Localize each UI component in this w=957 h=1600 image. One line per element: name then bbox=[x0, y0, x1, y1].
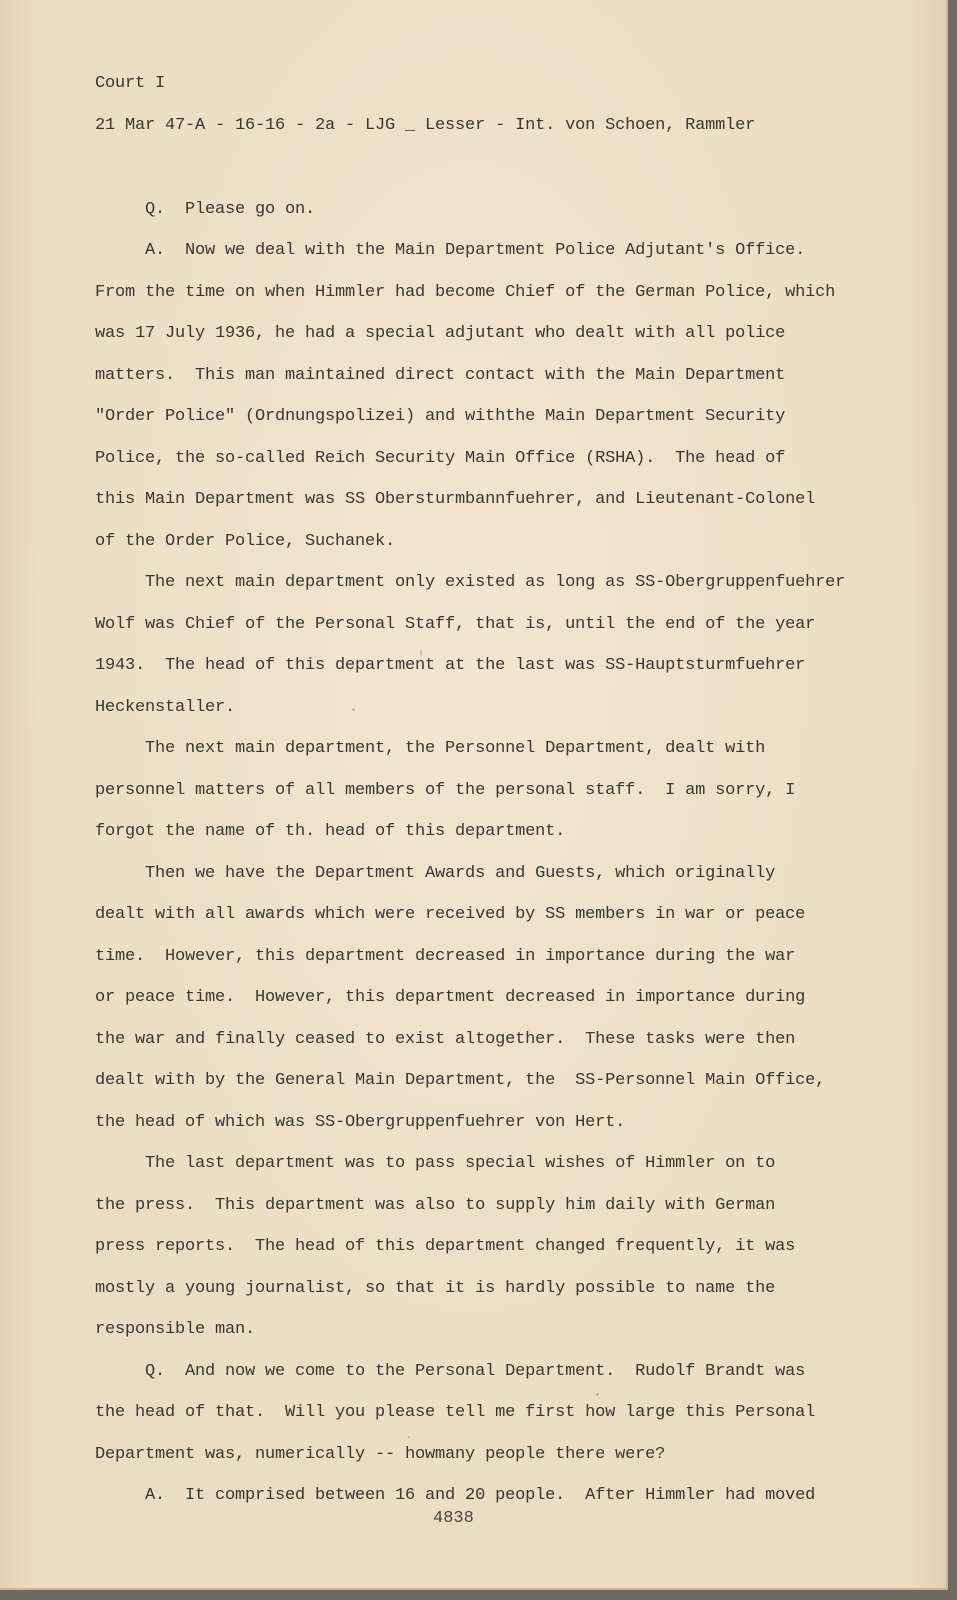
text-line: the head of which was SS-Obergruppenfuehrer von Hert. bbox=[95, 1113, 626, 1132]
text-line: of the Order Police, Suchanek. bbox=[95, 532, 396, 551]
text-line: mostly a young journalist, so that it is hardly possible to name the bbox=[95, 1279, 776, 1298]
text-line: The next main department, the Personnel Department, dealt with bbox=[95, 739, 766, 758]
text-line: press reports. The head of this department changed frequently, it was bbox=[95, 1237, 796, 1256]
text-line: The next main department only existed as long as SS-Obergruppenfuehrer bbox=[95, 573, 846, 592]
paper-speck bbox=[420, 650, 422, 656]
text-line: A. Now we deal with the Main Department Police Adjutant's Office. bbox=[95, 241, 806, 260]
text-line: was 17 July 1936, he had a special adjutant who dealt with all police bbox=[95, 324, 786, 343]
text-line: Police, the so-called Reich Security Main Office (RSHA). The head of bbox=[95, 449, 786, 468]
text-line: or peace time. However, this department decreased in importance during bbox=[95, 988, 806, 1007]
text-line: the war and finally ceased to exist altogether. These tasks were then bbox=[95, 1030, 796, 1049]
paper-speck bbox=[352, 708, 355, 711]
text-line: Department was, numerically -- howmany people there were? bbox=[95, 1445, 666, 1464]
text-line: the press. This department was also to supply him daily with German bbox=[95, 1196, 776, 1215]
text-line: matters. This man maintained direct contact with the Main Department bbox=[95, 366, 786, 385]
text-line: forgot the name of th. head of this department. bbox=[95, 822, 566, 841]
text-line: A. It comprised between 16 and 20 people. After Himmler had moved bbox=[95, 1486, 816, 1505]
text-line: time. However, this department decreased in importance during the war bbox=[95, 947, 796, 966]
paper-speck bbox=[408, 1436, 410, 1438]
court-label: Court I bbox=[95, 74, 166, 93]
text-line: responsible man. bbox=[95, 1320, 256, 1339]
text-line: personnel matters of all members of the personal staff. I am sorry, I bbox=[95, 781, 796, 800]
text-line: The last department was to pass special wishes of Himmler on to bbox=[95, 1154, 776, 1173]
text-line: Heckenstaller. bbox=[95, 698, 236, 717]
text-line: Then we have the Department Awards and Guests, which originally bbox=[95, 864, 776, 883]
text-line: this Main Department was SS Obersturmbannfuehrer, and Lieutenant-Colonel bbox=[95, 490, 816, 509]
text-line: 1943. The head of this department at the last was SS-Hauptsturmfuehrer bbox=[95, 656, 806, 675]
text-line: From the time on when Himmler had become Chief of the German Police, which bbox=[95, 283, 836, 302]
text-line: Q. And now we come to the Personal Department. Rudolf Brandt was bbox=[95, 1362, 806, 1381]
text-line: Wolf was Chief of the Personal Staff, that is, until the end of the year bbox=[95, 615, 816, 634]
text-line: dealt with by the General Main Department, the SS-Personnel Main Office, bbox=[95, 1071, 826, 1090]
text-line: Q. Please go on. bbox=[95, 200, 316, 219]
session-reference: 21 Mar 47-A - 16-16 - 2a - LJG _ Lesser - Int. von Schoen, Rammler bbox=[95, 116, 756, 135]
paper-speck bbox=[596, 1393, 599, 1396]
text-line: dealt with all awards which were received by SS members in war or peace bbox=[95, 905, 806, 924]
text-line: "Order Police" (Ordnungspolizei) and withthe Main Department Security bbox=[95, 407, 786, 426]
page-number: 4838 bbox=[433, 1509, 474, 1528]
text-line: the head of that. Will you please tell me first how large this Personal bbox=[95, 1403, 816, 1422]
